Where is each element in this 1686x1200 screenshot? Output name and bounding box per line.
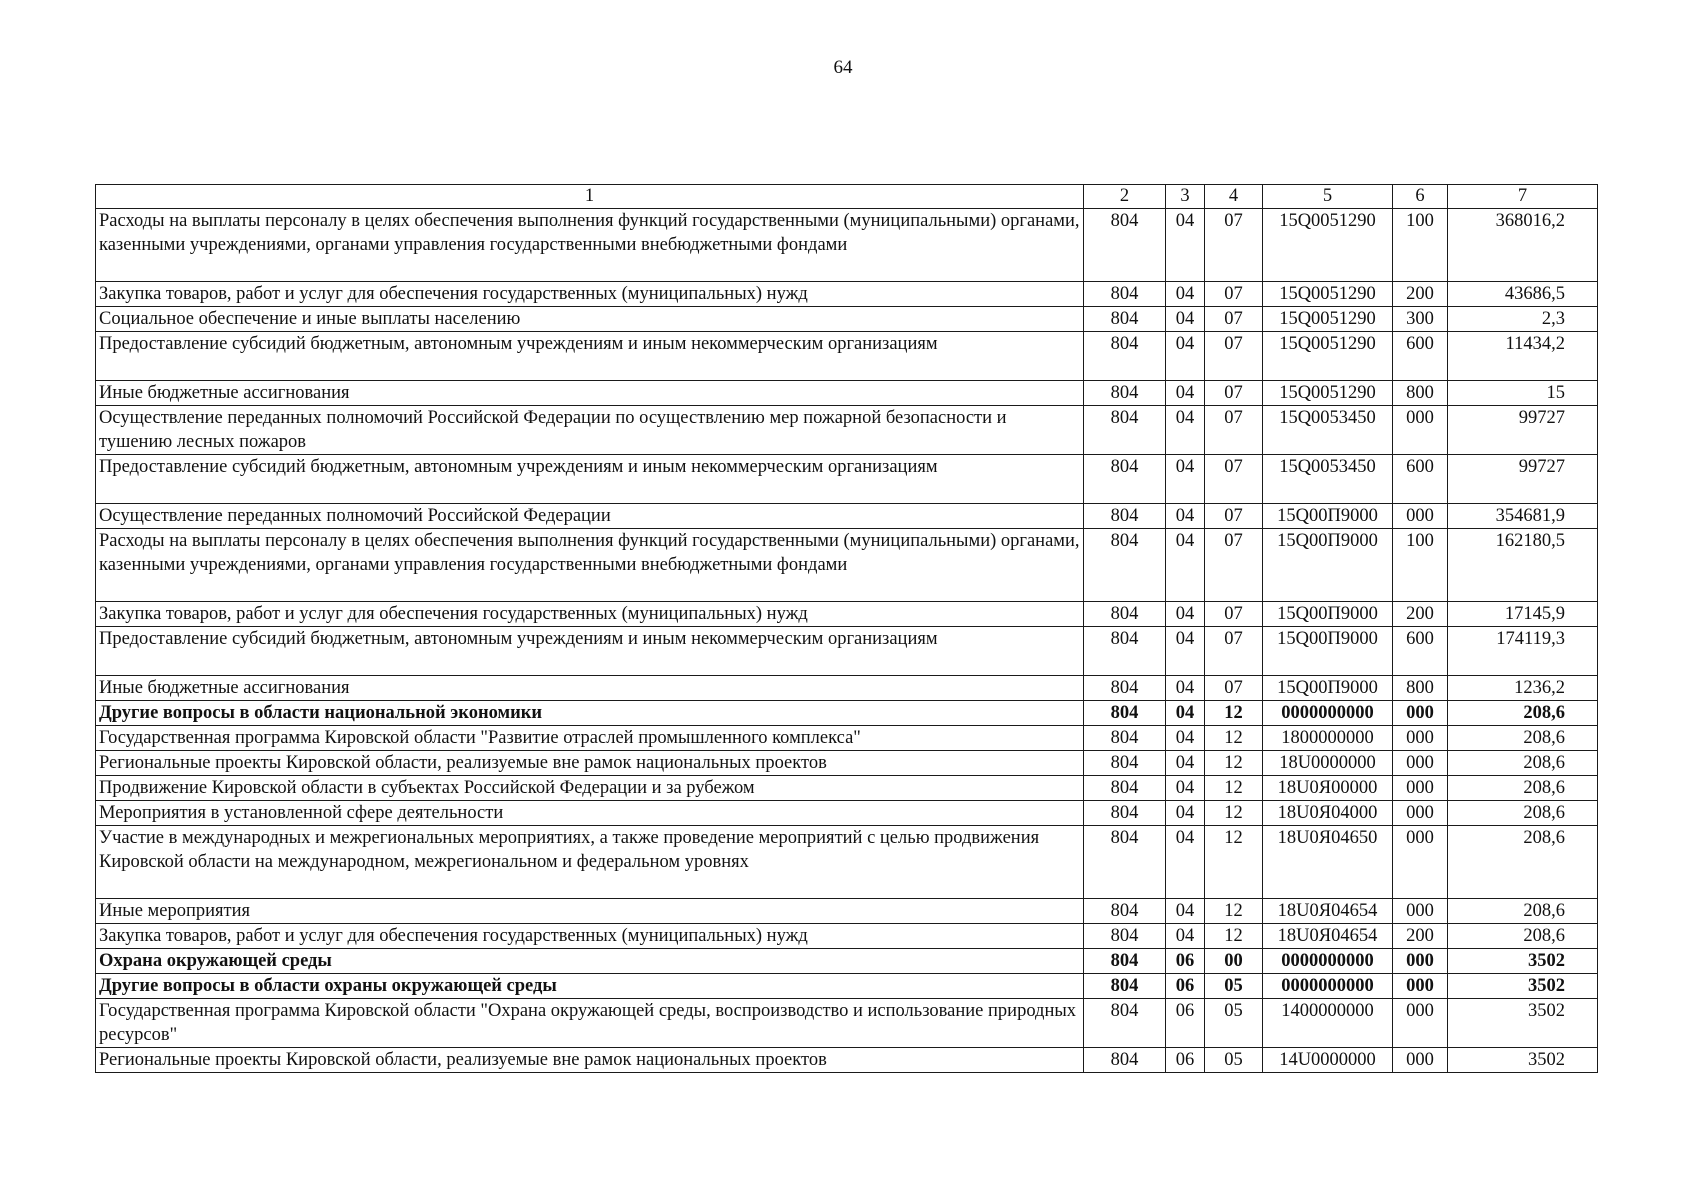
row-subsection-cell: 12	[1205, 801, 1263, 826]
row-name-cell: Мероприятия в установленной сфере деятельности	[96, 801, 1084, 826]
table-row	[96, 776, 1598, 801]
row-section-cell: 06	[1166, 949, 1205, 974]
row-department-cell: 804	[1084, 924, 1166, 949]
row-amount-cell: 208,6	[1448, 751, 1598, 776]
row-expense-type-cell: 000	[1393, 701, 1448, 726]
row-section-cell: 04	[1166, 627, 1205, 676]
row-amount-cell: 208,6	[1448, 899, 1598, 924]
row-amount-cell: 17145,9	[1448, 602, 1598, 627]
row-subsection-cell: 12	[1205, 751, 1263, 776]
row-department-cell: 804	[1084, 1048, 1166, 1073]
row-name-cell: Другие вопросы в области национальной экономики	[96, 701, 1084, 726]
table-row	[96, 406, 1598, 455]
row-department-cell: 804	[1084, 776, 1166, 801]
row-target-article-cell: 14U0000000	[1263, 1048, 1393, 1073]
table-row	[96, 282, 1598, 307]
row-target-article-cell: 15Q00П9000	[1263, 529, 1393, 602]
row-name-cell: Региональные проекты Кировской области, реализуемые вне рамок национальных проектов	[96, 1048, 1084, 1073]
table-row	[96, 899, 1598, 924]
row-amount-cell: 208,6	[1448, 701, 1598, 726]
row-section-cell: 06	[1166, 1048, 1205, 1073]
header-cell-amount: 7	[1448, 185, 1598, 209]
header-cell-name: 1	[96, 185, 1084, 209]
row-expense-type-cell: 100	[1393, 529, 1448, 602]
row-department-cell: 804	[1084, 529, 1166, 602]
row-target-article-cell: 18U0Я04654	[1263, 924, 1393, 949]
row-name-cell: Социальное обеспечение и иные выплаты населению	[96, 307, 1084, 332]
row-amount-cell: 2,3	[1448, 307, 1598, 332]
table-row	[96, 949, 1598, 974]
row-amount-cell: 1236,2	[1448, 676, 1598, 701]
row-name-cell: Закупка товаров, работ и услуг для обеспечения государственных (муниципальных) нужд	[96, 924, 1084, 949]
row-section-cell: 06	[1166, 999, 1205, 1048]
row-amount-cell: 208,6	[1448, 826, 1598, 899]
table-row	[96, 701, 1598, 726]
table-row	[96, 209, 1598, 282]
row-section-cell: 04	[1166, 726, 1205, 751]
row-target-article-cell: 15Q00П9000	[1263, 602, 1393, 627]
budget-table	[95, 184, 1598, 1073]
row-expense-type-cell: 600	[1393, 332, 1448, 381]
row-name-cell: Осуществление переданных полномочий Российской Федерации по осуществлению мер пожарной безопасности и тушению лесных пожаров	[96, 406, 1084, 455]
row-section-cell: 04	[1166, 529, 1205, 602]
table-row	[96, 726, 1598, 751]
row-target-article-cell: 15Q0053450	[1263, 406, 1393, 455]
row-subsection-cell: 12	[1205, 776, 1263, 801]
row-name-cell: Предоставление субсидий бюджетным, автономным учреждениям и иным некоммерческим организациям	[96, 627, 1084, 676]
row-department-cell: 804	[1084, 504, 1166, 529]
row-section-cell: 04	[1166, 701, 1205, 726]
row-amount-cell: 208,6	[1448, 726, 1598, 751]
row-subsection-cell: 07	[1205, 282, 1263, 307]
row-target-article-cell: 18U0Я04000	[1263, 801, 1393, 826]
row-section-cell: 06	[1166, 974, 1205, 999]
row-expense-type-cell: 300	[1393, 307, 1448, 332]
row-section-cell: 04	[1166, 801, 1205, 826]
table-row	[96, 676, 1598, 701]
row-subsection-cell: 07	[1205, 406, 1263, 455]
row-section-cell: 04	[1166, 602, 1205, 627]
row-subsection-cell: 07	[1205, 455, 1263, 504]
row-amount-cell: 11434,2	[1448, 332, 1598, 381]
row-target-article-cell: 0000000000	[1263, 949, 1393, 974]
row-section-cell: 04	[1166, 676, 1205, 701]
header-cell-section: 3	[1166, 185, 1205, 209]
header-cell-department: 2	[1084, 185, 1166, 209]
row-amount-cell: 3502	[1448, 999, 1598, 1048]
table-body	[96, 209, 1598, 1073]
table-row	[96, 751, 1598, 776]
row-section-cell: 04	[1166, 282, 1205, 307]
row-name-cell: Иные бюджетные ассигнования	[96, 676, 1084, 701]
row-section-cell: 04	[1166, 899, 1205, 924]
row-department-cell: 804	[1084, 602, 1166, 627]
row-expense-type-cell: 800	[1393, 676, 1448, 701]
row-name-cell: Предоставление субсидий бюджетным, автономным учреждениям и иным некоммерческим организациям	[96, 332, 1084, 381]
table-row	[96, 826, 1598, 899]
table-row	[96, 1048, 1598, 1073]
row-name-cell: Охрана окружающей среды	[96, 949, 1084, 974]
row-department-cell: 804	[1084, 455, 1166, 504]
table-row	[96, 999, 1598, 1048]
table-row	[96, 307, 1598, 332]
row-name-cell: Государственная программа Кировской области "Охрана окружающей среды, воспроизводство и использование природных ресурсов"	[96, 999, 1084, 1048]
table-row	[96, 381, 1598, 406]
row-expense-type-cell: 000	[1393, 899, 1448, 924]
row-expense-type-cell: 000	[1393, 826, 1448, 899]
table-row	[96, 529, 1598, 602]
row-expense-type-cell: 000	[1393, 1048, 1448, 1073]
row-amount-cell: 354681,9	[1448, 504, 1598, 529]
row-name-cell: Расходы на выплаты персоналу в целях обеспечения выполнения функций государственными (муниципальными) органами, казенными учреждениями, органами управления государственными внебюджетными фондами	[96, 209, 1084, 282]
row-section-cell: 04	[1166, 751, 1205, 776]
row-department-cell: 804	[1084, 381, 1166, 406]
row-subsection-cell: 07	[1205, 627, 1263, 676]
table-row	[96, 332, 1598, 381]
row-subsection-cell: 12	[1205, 924, 1263, 949]
row-expense-type-cell: 600	[1393, 455, 1448, 504]
row-name-cell: Закупка товаров, работ и услуг для обеспечения государственных (муниципальных) нужд	[96, 282, 1084, 307]
row-department-cell: 804	[1084, 332, 1166, 381]
row-expense-type-cell: 600	[1393, 627, 1448, 676]
row-section-cell: 04	[1166, 381, 1205, 406]
table-row	[96, 801, 1598, 826]
row-department-cell: 804	[1084, 209, 1166, 282]
row-department-cell: 804	[1084, 726, 1166, 751]
row-expense-type-cell: 100	[1393, 209, 1448, 282]
row-subsection-cell: 05	[1205, 1048, 1263, 1073]
row-expense-type-cell: 000	[1393, 751, 1448, 776]
row-department-cell: 804	[1084, 899, 1166, 924]
row-amount-cell: 15	[1448, 381, 1598, 406]
row-department-cell: 804	[1084, 307, 1166, 332]
row-name-cell: Закупка товаров, работ и услуг для обеспечения государственных (муниципальных) нужд	[96, 602, 1084, 627]
row-expense-type-cell: 200	[1393, 924, 1448, 949]
row-name-cell: Другие вопросы в области охраны окружающей среды	[96, 974, 1084, 999]
header-cell-expense-type: 6	[1393, 185, 1448, 209]
row-department-cell: 804	[1084, 801, 1166, 826]
row-subsection-cell: 12	[1205, 701, 1263, 726]
row-target-article-cell: 1400000000	[1263, 999, 1393, 1048]
row-section-cell: 04	[1166, 504, 1205, 529]
table-row	[96, 455, 1598, 504]
row-expense-type-cell: 000	[1393, 776, 1448, 801]
row-subsection-cell: 05	[1205, 999, 1263, 1048]
row-department-cell: 804	[1084, 406, 1166, 455]
row-amount-cell: 43686,5	[1448, 282, 1598, 307]
row-target-article-cell: 15Q00П9000	[1263, 676, 1393, 701]
row-department-cell: 804	[1084, 826, 1166, 899]
row-name-cell: Иные мероприятия	[96, 899, 1084, 924]
row-target-article-cell: 18U0Я04650	[1263, 826, 1393, 899]
row-subsection-cell: 07	[1205, 307, 1263, 332]
row-target-article-cell: 1800000000	[1263, 726, 1393, 751]
row-expense-type-cell: 200	[1393, 282, 1448, 307]
row-section-cell: 04	[1166, 455, 1205, 504]
row-subsection-cell: 07	[1205, 504, 1263, 529]
row-target-article-cell: 18U0Я00000	[1263, 776, 1393, 801]
row-amount-cell: 208,6	[1448, 924, 1598, 949]
row-department-cell: 804	[1084, 949, 1166, 974]
row-name-cell: Участие в международных и межрегиональных мероприятиях, а также проведение мероприятий с целью продвижения Кировской области на международном, межрегиональном и федеральном уровнях	[96, 826, 1084, 899]
row-expense-type-cell: 000	[1393, 999, 1448, 1048]
row-target-article-cell: 15Q00П9000	[1263, 627, 1393, 676]
row-target-article-cell: 15Q0051290	[1263, 332, 1393, 381]
row-subsection-cell: 07	[1205, 529, 1263, 602]
row-expense-type-cell: 000	[1393, 726, 1448, 751]
table-row	[96, 602, 1598, 627]
row-department-cell: 804	[1084, 974, 1166, 999]
row-amount-cell: 3502	[1448, 949, 1598, 974]
row-expense-type-cell: 000	[1393, 504, 1448, 529]
row-target-article-cell: 0000000000	[1263, 974, 1393, 999]
table-row	[96, 924, 1598, 949]
row-section-cell: 04	[1166, 406, 1205, 455]
row-amount-cell: 208,6	[1448, 776, 1598, 801]
row-name-cell: Расходы на выплаты персоналу в целях обеспечения выполнения функций государственными (муниципальными) органами, казенными учреждениями, органами управления государственными внебюджетными фондами	[96, 529, 1084, 602]
row-target-article-cell: 15Q00П9000	[1263, 504, 1393, 529]
row-name-cell: Осуществление переданных полномочий Российской Федерации	[96, 504, 1084, 529]
row-amount-cell: 208,6	[1448, 801, 1598, 826]
row-subsection-cell: 07	[1205, 676, 1263, 701]
header-row	[96, 185, 1598, 209]
row-expense-type-cell: 200	[1393, 602, 1448, 627]
row-expense-type-cell: 000	[1393, 949, 1448, 974]
header-cell-target-article: 5	[1263, 185, 1393, 209]
row-target-article-cell: 18U0Я04654	[1263, 899, 1393, 924]
row-expense-type-cell: 000	[1393, 406, 1448, 455]
row-subsection-cell: 07	[1205, 209, 1263, 282]
row-subsection-cell: 07	[1205, 332, 1263, 381]
page-number: 64	[833, 57, 853, 78]
row-subsection-cell: 12	[1205, 726, 1263, 751]
table-row	[96, 627, 1598, 676]
row-target-article-cell: 15Q0051290	[1263, 282, 1393, 307]
row-subsection-cell: 07	[1205, 602, 1263, 627]
header-cell-subsection: 4	[1205, 185, 1263, 209]
row-subsection-cell: 07	[1205, 381, 1263, 406]
row-amount-cell: 174119,3	[1448, 627, 1598, 676]
row-amount-cell: 3502	[1448, 974, 1598, 999]
row-name-cell: Иные бюджетные ассигнования	[96, 381, 1084, 406]
row-section-cell: 04	[1166, 776, 1205, 801]
row-subsection-cell: 12	[1205, 826, 1263, 899]
row-target-article-cell: 15Q0053450	[1263, 455, 1393, 504]
row-target-article-cell: 15Q0051290	[1263, 381, 1393, 406]
row-department-cell: 804	[1084, 999, 1166, 1048]
row-department-cell: 804	[1084, 751, 1166, 776]
table-row	[96, 974, 1598, 999]
row-target-article-cell: 15Q0051290	[1263, 307, 1393, 332]
row-section-cell: 04	[1166, 307, 1205, 332]
row-expense-type-cell: 800	[1393, 381, 1448, 406]
row-target-article-cell: 15Q0051290	[1263, 209, 1393, 282]
row-expense-type-cell: 000	[1393, 974, 1448, 999]
row-name-cell: Государственная программа Кировской области "Развитие отраслей промышленного комплекса"	[96, 726, 1084, 751]
row-expense-type-cell: 000	[1393, 801, 1448, 826]
row-amount-cell: 99727	[1448, 406, 1598, 455]
row-department-cell: 804	[1084, 282, 1166, 307]
row-target-article-cell: 0000000000	[1263, 701, 1393, 726]
row-subsection-cell: 05	[1205, 974, 1263, 999]
row-subsection-cell: 12	[1205, 899, 1263, 924]
row-target-article-cell: 18U0000000	[1263, 751, 1393, 776]
table-row	[96, 504, 1598, 529]
row-subsection-cell: 00	[1205, 949, 1263, 974]
row-section-cell: 04	[1166, 332, 1205, 381]
row-section-cell: 04	[1166, 826, 1205, 899]
row-section-cell: 04	[1166, 209, 1205, 282]
row-amount-cell: 3502	[1448, 1048, 1598, 1073]
row-section-cell: 04	[1166, 924, 1205, 949]
row-amount-cell: 368016,2	[1448, 209, 1598, 282]
row-amount-cell: 99727	[1448, 455, 1598, 504]
row-name-cell: Предоставление субсидий бюджетным, автономным учреждениям и иным некоммерческим организациям	[96, 455, 1084, 504]
row-department-cell: 804	[1084, 676, 1166, 701]
row-department-cell: 804	[1084, 627, 1166, 676]
row-amount-cell: 162180,5	[1448, 529, 1598, 602]
row-department-cell: 804	[1084, 701, 1166, 726]
row-name-cell: Региональные проекты Кировской области, реализуемые вне рамок национальных проектов	[96, 751, 1084, 776]
row-name-cell: Продвижение Кировской области в субъектах Российской Федерации и за рубежом	[96, 776, 1084, 801]
